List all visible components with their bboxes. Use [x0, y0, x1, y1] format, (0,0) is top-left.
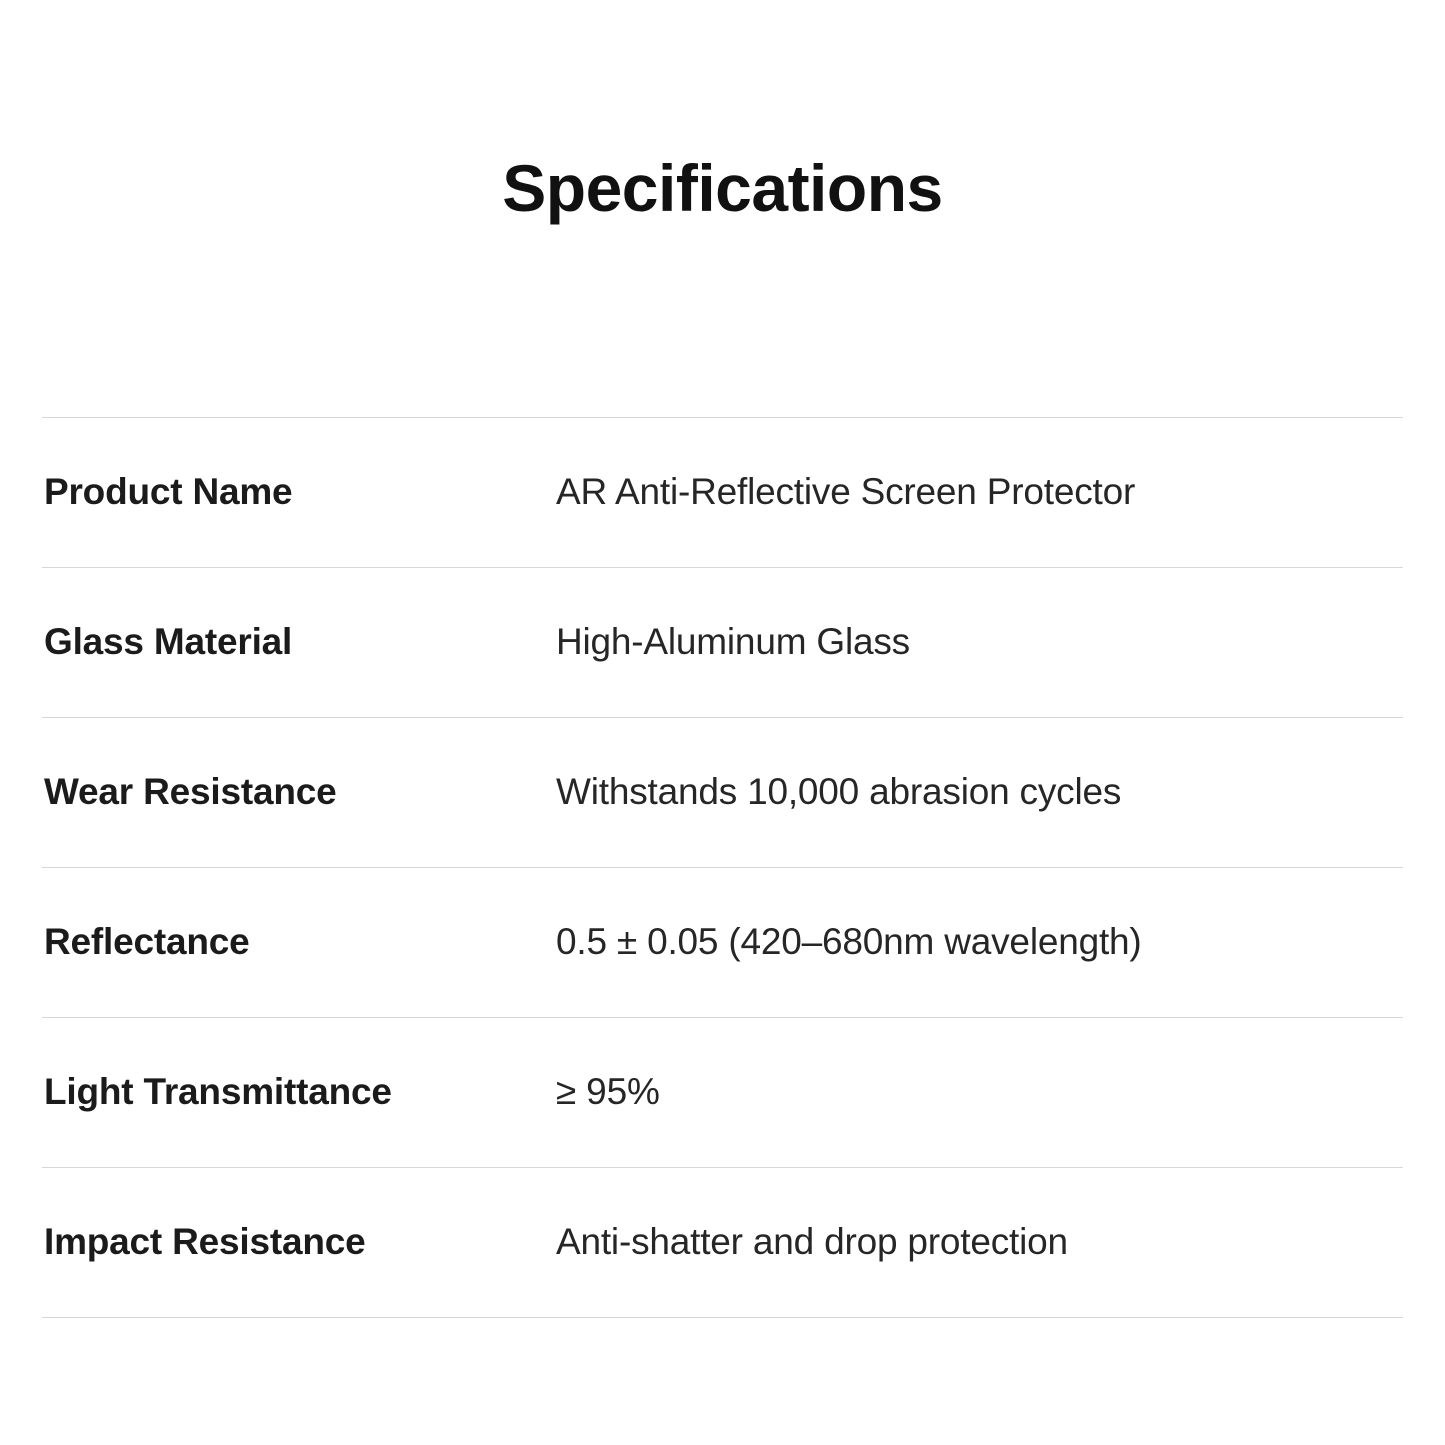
spec-label-reflectance: Reflectance — [44, 921, 250, 963]
table-row — [42, 1167, 1403, 1317]
table-row — [42, 1017, 1403, 1167]
spec-value-impact-resistance: Anti-shatter and drop protection — [556, 1221, 1068, 1263]
table-row — [42, 867, 1403, 1017]
spec-label-wear-resistance: Wear Resistance — [44, 771, 337, 813]
spec-label-product-name: Product Name — [44, 471, 293, 513]
spec-label-glass-material: Glass Material — [44, 621, 293, 663]
spec-value-product-name: AR Anti-Reflective Screen Protector — [556, 471, 1136, 513]
spec-value-wear-resistance: Withstands 10,000 abrasion cycles — [556, 771, 1122, 813]
spec-value-reflectance: 0.5 ± 0.05 (420–680nm wavelength) — [556, 921, 1142, 963]
table-row — [42, 417, 1403, 567]
specifications-table — [42, 417, 1403, 1318]
table-row — [42, 567, 1403, 717]
spec-label-impact-resistance: Impact Resistance — [44, 1221, 366, 1263]
spec-label-light-transmittance: Light Transmittance — [44, 1071, 392, 1113]
spec-value-light-transmittance: ≥ 95% — [556, 1071, 660, 1113]
page-title: Specifications — [502, 151, 943, 225]
table-row — [42, 717, 1403, 867]
spec-value-glass-material: High-Aluminum Glass — [556, 621, 910, 663]
